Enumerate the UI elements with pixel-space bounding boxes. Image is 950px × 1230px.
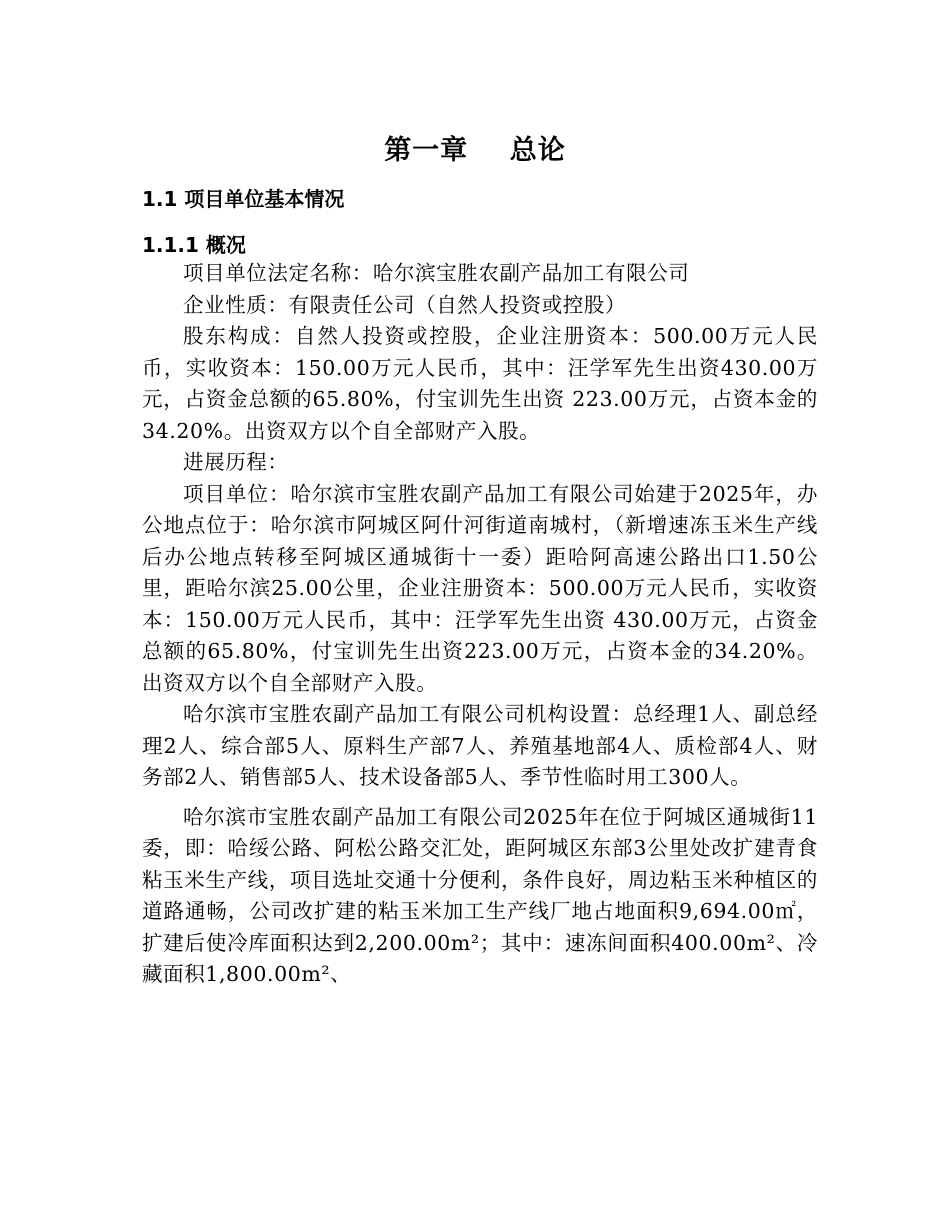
paragraph-shareholders: 股东构成：自然人投资或控股，企业注册资本：500.00万元人民币，实收资本：150.00万元人民币，其中：汪学军先生出资430.00万元，占资金总额的65.80%，付宝训先生出资 223.00万元，占资本金的34.20%。出资双方以个自全部财产入股。: [142, 324, 818, 443]
paragraph-legal-name: 项目单位法定名称：哈尔滨宝胜农副产品加工有限公司: [183, 261, 690, 285]
section-heading-1-1-1: 1.1.1 概况: [142, 233, 246, 257]
body-text: [142, 258, 818, 991]
paragraph-organization: 哈尔滨市宝胜农副产品加工有限公司机构设置：总经理1人、副总经理2人、综合部5人、原料生产部7人、养殖基地部4人、质检部4人、财务部2人、销售部5人、技术设备部5人、季节性临时用工300人。: [142, 702, 818, 789]
paragraph-history-label: 进展历程：: [183, 450, 289, 474]
paragraph-company-type: 企业性质：有限责任公司（自然人投资或控股）: [183, 292, 627, 317]
paragraph-history: 项目单位：哈尔滨市宝胜农副产品加工有限公司始建于2025年，办公地点位于：哈尔滨市阿城区阿什河街道南城村，（新增速冻玉米生产线后办公地点转移至阿城区通城街十一委）距哈阿高速公路出口1.50公里，距哈尔滨25.00公里，企业注册资本：500.00万元人民币，实收资本：150.00万元人民币，其中：汪学军先生出资 430.00万元，占资金总额的65.80%，付宝训先生出资223.00万元，占资本金的34.20%。出资双方以个自全部财产入股。: [142, 481, 818, 695]
paragraph-expansion: 哈尔滨市宝胜农副产品加工有限公司2025年在位于阿城区通城街11委，即：哈绥公路、阿松公路交汇处，距阿城区东部3公里处改扩建青食粘玉米生产线，项目选址交通十分便利，条件良好，周边粘玉米种植区的道路通畅，公司改扩建的粘玉米加工生产线厂地占地面积9,694.00㎡，扩建后使冷库面积达到2,200.00m²；其中：速冻间面积400.00m²、冷藏面积1,800.00m²、: [142, 804, 818, 986]
chapter-title: 第一章 总论: [384, 135, 566, 166]
section-heading-1-1: 1.1 项目单位基本情况: [142, 187, 345, 211]
